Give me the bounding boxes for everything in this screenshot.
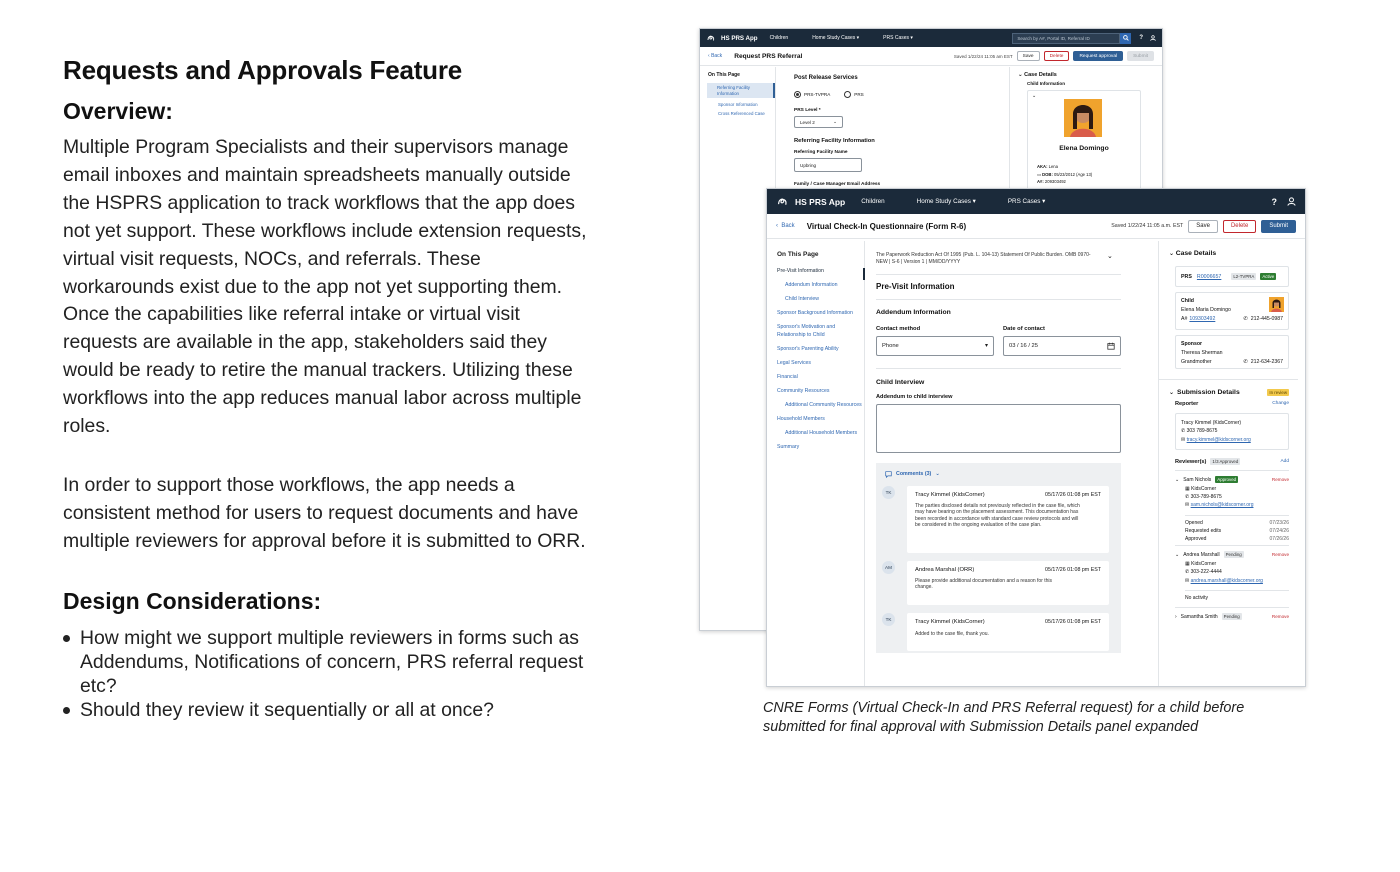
comment-card bbox=[907, 486, 1109, 553]
chevron-down-icon: ▾ bbox=[984, 343, 988, 350]
contact-method-field bbox=[876, 326, 1003, 356]
saved-timestamp: Saved 1/22/24 11:05 a.m. EST bbox=[1111, 223, 1184, 229]
comment-header bbox=[915, 567, 1101, 573]
reporter-name: Tracy Kimmel (KidsCorner) bbox=[1181, 420, 1242, 426]
app-brand[interactable] bbox=[706, 33, 758, 43]
org-row bbox=[1185, 560, 1289, 568]
reviewer-history bbox=[1185, 515, 1289, 544]
sponsor-name: Theresa Sherman bbox=[1181, 350, 1223, 356]
page-toolbar bbox=[700, 47, 1162, 66]
sidebar-item-pre-visit[interactable]: Pre-Visit Information bbox=[777, 268, 824, 274]
child-label: Child bbox=[1181, 298, 1194, 304]
history-label: Opened bbox=[1185, 519, 1203, 526]
comment-author: Tracy Kimmel (KidsCorner) bbox=[915, 491, 985, 498]
select-value: Level 2 bbox=[800, 119, 815, 125]
case-details-label: Case Details bbox=[1175, 250, 1217, 257]
dob-label: DOB: bbox=[1042, 171, 1053, 177]
section-heading: Pre-Visit Information bbox=[876, 281, 955, 291]
request-approval-button[interactable]: Request approval bbox=[1073, 51, 1123, 61]
facility-name-input[interactable]: Upbring bbox=[794, 158, 862, 172]
reviewer-header[interactable] bbox=[1175, 607, 1289, 620]
comment-text: Please provide additional documentation and a reason for this change. bbox=[915, 577, 1053, 591]
dob-value: 05/23/2012 (Age 13) bbox=[1054, 171, 1093, 177]
child-meta bbox=[1037, 163, 1092, 186]
child-phone: 212-445-0987 bbox=[1250, 316, 1283, 322]
app-header bbox=[700, 29, 1162, 47]
status-badge: Pending bbox=[1225, 552, 1242, 558]
reporter-email-link[interactable]: tracy.kimmel@kidscorner.org bbox=[1186, 436, 1251, 443]
radio-prs[interactable] bbox=[844, 91, 851, 98]
section-title: Post Release Services bbox=[794, 75, 858, 81]
reviewer-details bbox=[1175, 560, 1289, 585]
case-details-panel bbox=[1158, 241, 1298, 686]
nav-home-study-cases[interactable]: Home Study Cases ▾ bbox=[916, 198, 976, 205]
radio-dot-icon bbox=[796, 93, 799, 96]
sidebar-item-sponsor-background[interactable]: Sponsor Background Information bbox=[777, 310, 853, 316]
sidebar-item-addendum[interactable]: Addendum Information bbox=[785, 282, 838, 288]
nav-prs-cases[interactable]: PRS Cases ▾ bbox=[883, 35, 913, 41]
reviewer-email-link[interactable]: sam.nichols@kidscorner.org bbox=[1190, 502, 1254, 509]
calendar-icon: ▭ bbox=[1037, 171, 1041, 177]
comments-toggle[interactable] bbox=[882, 471, 1115, 478]
sidebar-item-sponsor[interactable]: Sponsor Information bbox=[718, 102, 758, 107]
aka-value: Lena bbox=[1048, 164, 1058, 169]
chevron-down-icon: ⌄ bbox=[1107, 253, 1113, 260]
sidebar-item-household-members[interactable]: Household Members bbox=[777, 415, 825, 422]
date-value: 03 / 16 / 25 bbox=[1009, 342, 1039, 349]
help-icon[interactable]: ? bbox=[1271, 196, 1277, 207]
chevron-down-icon: ⌄ bbox=[935, 471, 940, 478]
comment-time: 05/17/26 01:08 pm EST bbox=[1045, 618, 1101, 625]
anum-label: A# bbox=[1181, 316, 1188, 322]
avatar: AM bbox=[882, 561, 895, 574]
nav-label: Home Study Cases bbox=[812, 35, 856, 41]
help-icon[interactable]: ? bbox=[1139, 35, 1143, 41]
date-of-contact-input[interactable] bbox=[1003, 336, 1121, 356]
search-input[interactable]: Search by A#, Portal ID, Referral ID bbox=[1012, 33, 1120, 44]
child-contact-row bbox=[1181, 316, 1283, 322]
submit-button[interactable]: Submit bbox=[1261, 220, 1296, 233]
overview-column bbox=[63, 54, 588, 722]
contact-row bbox=[876, 326, 1121, 356]
comment-thread-item bbox=[882, 561, 1115, 605]
add-reviewer-link[interactable]: Add bbox=[1280, 459, 1289, 464]
save-button[interactable]: Save bbox=[1017, 51, 1040, 61]
virtual-check-in-screenshot bbox=[766, 188, 1306, 687]
save-button[interactable]: Save bbox=[1188, 220, 1218, 233]
facility-heading: Referring Facility Information bbox=[794, 138, 875, 144]
list-item: How might we support multiple reviewers in forms such as Addendums, Notifications of concern, PRS referral request etc? bbox=[63, 626, 588, 698]
nav-children[interactable]: Children bbox=[861, 198, 885, 205]
anum-row bbox=[1037, 178, 1092, 186]
email-row bbox=[1185, 501, 1289, 509]
status-badge: Approved bbox=[1217, 477, 1237, 482]
prs-type-radio-group bbox=[794, 91, 994, 98]
reviewer-header[interactable] bbox=[1175, 545, 1289, 558]
nav-label: Home Study Cases bbox=[916, 198, 971, 205]
reviewer-list bbox=[1175, 470, 1289, 620]
child-card bbox=[1027, 90, 1141, 190]
back-link[interactable]: ‹ Back bbox=[708, 53, 723, 59]
case-details-heading[interactable] bbox=[1018, 72, 1156, 78]
mail-icon: ✉ bbox=[1185, 502, 1190, 509]
reviewer-email-link[interactable]: andrea.marshall@kidscorner.org bbox=[1190, 577, 1263, 584]
history-row bbox=[1185, 535, 1289, 543]
child-info-heading: Child Information bbox=[1027, 81, 1066, 86]
phone-row bbox=[1185, 493, 1289, 501]
phone-icon: ✆ bbox=[1185, 494, 1190, 501]
comment-thread-item bbox=[882, 613, 1115, 651]
reviewer-org: KidsCorner bbox=[1191, 486, 1217, 492]
field-label: PRS Level * bbox=[794, 108, 821, 113]
on-this-page-nav bbox=[700, 67, 776, 630]
phone-icon: ✆ bbox=[1181, 428, 1186, 435]
change-reporter-link[interactable]: Change bbox=[1272, 401, 1289, 406]
remove-reviewer-link[interactable]: Remove bbox=[1271, 477, 1289, 482]
list-item: Should they review it sequentially or all at once? bbox=[63, 698, 588, 722]
submission-details-label: Submission Details bbox=[1177, 389, 1240, 396]
app-brand[interactable] bbox=[776, 195, 845, 208]
anum-value: 209303492 bbox=[1044, 179, 1066, 184]
app-logo-icon bbox=[706, 33, 716, 43]
comment-header bbox=[915, 492, 1101, 498]
app-header bbox=[767, 189, 1305, 214]
reviewer-phone: 303-789-8675 bbox=[1190, 494, 1222, 501]
radio-prs-tvpra[interactable] bbox=[794, 91, 801, 98]
history-label: Requested edits bbox=[1185, 527, 1222, 534]
sidebar-item-child-interview[interactable]: Child Interview bbox=[785, 296, 820, 302]
paperwork-text: The Paperwork Reduction Act Of 1995 (Pub. L. 104-13) Statement Of Public Burden. OMB 0970-NEW | S-6 | Version 1 | MM/DD/YYYY bbox=[876, 252, 1091, 265]
form-title: Request PRS Referral bbox=[734, 52, 803, 60]
radio-label: PRS bbox=[854, 92, 864, 97]
anum-label: A#: bbox=[1037, 179, 1044, 184]
reviewer-name: Sam Nichols bbox=[1183, 476, 1212, 483]
design-considerations-list bbox=[63, 626, 588, 722]
submit-button[interactable]: Submit bbox=[1127, 51, 1154, 61]
field-label: Referring Facility Name bbox=[794, 150, 848, 155]
comments-section bbox=[876, 463, 1121, 653]
header-tools bbox=[1012, 33, 1156, 44]
search-icon bbox=[1123, 35, 1129, 41]
remove-reviewer-link[interactable]: Remove bbox=[1271, 614, 1289, 620]
field-label: Addendum to child interview bbox=[876, 393, 953, 400]
avatar bbox=[1269, 297, 1284, 312]
aka-row bbox=[1037, 163, 1092, 171]
submission-details-heading[interactable] bbox=[1159, 380, 1298, 396]
reviewer-phone: 303-222-4444 bbox=[1190, 569, 1222, 576]
form-body bbox=[794, 75, 994, 187]
date-of-contact-field bbox=[1003, 326, 1121, 356]
sidebar-item-additional-household[interactable]: Additional Household Members bbox=[785, 429, 858, 436]
active-indicator bbox=[863, 268, 865, 280]
status-badge: In review bbox=[1269, 390, 1287, 395]
prs-id-link[interactable]: R0006657 bbox=[1196, 273, 1222, 280]
reporter-label: Reporter bbox=[1175, 401, 1199, 407]
comment-author: Tracy Kimmel (KidsCorner) bbox=[915, 618, 985, 625]
sidebar-item-parenting-ability[interactable]: Sponsor's Parenting Ability bbox=[777, 345, 839, 352]
org-row bbox=[1185, 485, 1289, 493]
comment-thread-item bbox=[882, 486, 1115, 553]
form-body bbox=[876, 241, 1121, 653]
app-name: HS PRS App bbox=[721, 34, 758, 42]
history-row bbox=[1185, 519, 1289, 527]
back-label: Back bbox=[781, 223, 795, 229]
sponsor-relation: Grandmother bbox=[1181, 359, 1212, 365]
phone-icon: ✆ bbox=[1243, 316, 1248, 322]
child-anum-link[interactable]: 109303492 bbox=[1189, 316, 1216, 322]
case-details-label: Case Details bbox=[1024, 72, 1057, 78]
comment-icon bbox=[885, 471, 892, 478]
chevron-right-icon: › bbox=[1175, 613, 1177, 620]
delete-button[interactable]: Delete bbox=[1044, 51, 1070, 61]
figure-caption: CNRE Forms (Virtual Check-In and PRS Referral request) for a child before submitted for final approval with Submission Details panel expanded bbox=[763, 700, 1245, 735]
on-this-page-heading: On This Page bbox=[708, 72, 740, 78]
reviewer-history bbox=[1185, 590, 1289, 602]
addendum-child-textarea[interactable] bbox=[876, 404, 1121, 453]
prs-label: PRS bbox=[1181, 273, 1192, 280]
child-photo bbox=[1064, 99, 1102, 137]
sidebar-item-additional-community[interactable]: Additional Community Resources bbox=[785, 401, 862, 408]
sponsor-phone: 212-634-2367 bbox=[1250, 359, 1283, 365]
history-label: Approved bbox=[1185, 536, 1207, 543]
saved-timestamp: Saved 1/22/24 11:05 am EST bbox=[953, 53, 1013, 59]
comment-card bbox=[907, 613, 1109, 651]
radio-label: PRS-TVPRA bbox=[804, 92, 831, 97]
nav-label: PRS Cases bbox=[1007, 198, 1041, 205]
chevron-down-icon: ⌄ bbox=[1018, 72, 1025, 78]
header-tools bbox=[1272, 197, 1297, 207]
reviewers-row bbox=[1159, 450, 1298, 465]
sidebar-item-referring-facility[interactable]: Referring Facility Information bbox=[707, 83, 775, 98]
history-row bbox=[1185, 527, 1289, 535]
nav-children[interactable]: Children bbox=[769, 35, 789, 41]
child-name: Elena Maria Domingo bbox=[1181, 307, 1231, 313]
app-logo-icon bbox=[776, 195, 789, 208]
main-nav bbox=[845, 198, 1045, 205]
sidebar-item-cross-referenced[interactable]: Cross Referenced Case bbox=[718, 110, 765, 116]
nav-label: PRS Cases bbox=[883, 35, 910, 41]
status-badge: Pending bbox=[1223, 614, 1240, 620]
aka-label: AKA: bbox=[1037, 164, 1048, 169]
chevron-down-icon: ⌄ bbox=[1169, 251, 1176, 257]
phone-row bbox=[1185, 568, 1289, 576]
prs-card bbox=[1175, 266, 1289, 287]
overview-paragraph-2: In order to support those workflows, the app needs a consistent method for users to request documents and have multiple reviewers for approval before it is submitted to ORR. bbox=[63, 473, 586, 552]
prs-type-badge: L2-TVPRA bbox=[1233, 274, 1255, 279]
overview-paragraph-1: Multiple Program Specialists and their supervisors manage email inboxes and maintain spreadsheets manually outside the HSPRS application to track workflows that the app does not yet support. These workflows include extension requests, virtual visit requests, NOCs, and referrals. These workarounds exist due to the app not yet supporting them. Once the capabilities like referral intake or virtual visit requests are available in the app, stakeholders said they would be ready to retire the manual trackers. Utilizing these workflows into the app reduces manual labor across multiple roles. bbox=[63, 136, 587, 438]
reporter-phone: 303 789-8675 bbox=[1186, 428, 1218, 435]
building-icon: ▦ bbox=[1185, 486, 1190, 492]
reporter-phone-row bbox=[1181, 427, 1283, 435]
page-toolbar bbox=[767, 214, 1305, 239]
subsection-heading: Addendum Information bbox=[876, 308, 951, 316]
paperwork-notice[interactable] bbox=[876, 241, 1121, 266]
on-this-page-heading: On This Page bbox=[777, 251, 819, 258]
chevron-down-icon: ⌄ bbox=[1169, 390, 1175, 396]
search-button[interactable] bbox=[1120, 33, 1131, 44]
reporter-email-row bbox=[1181, 436, 1283, 444]
nav-home-study-cases[interactable]: Home Study Cases ▾ bbox=[812, 35, 860, 41]
sponsor-label: Sponsor bbox=[1181, 341, 1203, 347]
comment-text: Added to the case file, thank you. bbox=[915, 630, 989, 637]
back-link[interactable]: ‹ Back bbox=[776, 223, 795, 229]
child-card bbox=[1175, 292, 1289, 330]
sidebar-item-legal-services[interactable]: Legal Services bbox=[777, 359, 812, 366]
form-title: Virtual Check-In Questionnaire (Form R-6) bbox=[806, 221, 967, 231]
comment-time: 05/17/26 01:08 pm EST bbox=[1045, 566, 1101, 573]
overview-heading: Overview: bbox=[63, 98, 173, 124]
history-date: 07/26/26 bbox=[1269, 536, 1289, 543]
chevron-down-icon: ⌄ bbox=[1175, 476, 1180, 483]
prs-level-select[interactable] bbox=[794, 116, 843, 128]
subsection-heading: Child Interview bbox=[876, 378, 925, 386]
comments-label: Comments (3) bbox=[896, 471, 932, 478]
sponsor-card bbox=[1175, 335, 1289, 369]
child-name: Elena Domingo bbox=[1059, 145, 1109, 152]
history-date: 07/24/26 bbox=[1269, 527, 1289, 534]
comment-author: Andrea Marshal (ORR) bbox=[915, 566, 975, 573]
select-value: Phone bbox=[882, 342, 899, 349]
email-row bbox=[1185, 577, 1289, 585]
dob-row bbox=[1037, 171, 1092, 179]
sidebar-item-sponsor-motivation[interactable]: Sponsor's Motivation and Relationship to Child bbox=[777, 324, 836, 338]
reviewer-name: Samantha Smith bbox=[1180, 613, 1218, 620]
back-label: Back bbox=[711, 53, 723, 59]
sidebar-item-financial[interactable]: Financial bbox=[777, 373, 798, 380]
contact-method-select[interactable] bbox=[876, 336, 994, 356]
phone-icon: ✆ bbox=[1185, 569, 1190, 576]
remove-reviewer-link[interactable]: Remove bbox=[1271, 552, 1289, 558]
app-name: HS PRS App bbox=[795, 196, 846, 207]
status-badge: Active bbox=[1262, 274, 1275, 279]
reviewer-name: Andrea Marshall bbox=[1183, 551, 1220, 558]
sidebar-item-summary[interactable]: Summary bbox=[777, 443, 800, 450]
chevron-down-icon[interactable]: ⌄ bbox=[1032, 93, 1037, 99]
reviewer-details bbox=[1175, 485, 1289, 510]
reporter-row bbox=[1159, 396, 1298, 407]
comment-text: The parties disclosed details not previously reflected in the case file, which may have bearing on the placement assessment. This documentation has been recorded in accordance with standard case review protocols and will be considered in the ongoing evaluation of the case plan. bbox=[915, 502, 1080, 529]
calendar-icon[interactable] bbox=[1107, 342, 1115, 350]
reviewers-count-badge: 1/3 Approved bbox=[1212, 459, 1239, 464]
user-icon[interactable] bbox=[1287, 197, 1296, 206]
nav-prs-cases[interactable]: PRS Cases ▾ bbox=[1007, 198, 1046, 205]
field-label: Date of contact bbox=[1003, 325, 1045, 332]
phone-icon: ✆ bbox=[1243, 359, 1248, 365]
reviewer-org: KidsCorner bbox=[1191, 561, 1217, 568]
building-icon: ▦ bbox=[1185, 561, 1190, 568]
user-icon[interactable] bbox=[1150, 35, 1156, 41]
page-title: Requests and Approvals Feature bbox=[63, 55, 463, 85]
avatar: TK bbox=[882, 613, 895, 626]
on-this-page-nav bbox=[767, 241, 865, 686]
reviewers-label: Reviewer(s) bbox=[1175, 458, 1207, 465]
comment-card bbox=[907, 561, 1109, 605]
field-label: Family / Case Manager Email Address bbox=[794, 182, 881, 187]
sponsor-contact-row bbox=[1181, 359, 1283, 365]
comment-time: 05/17/26 01:08 pm EST bbox=[1045, 491, 1101, 498]
field-label: Contact method bbox=[876, 325, 921, 332]
sidebar-item-community-resources[interactable]: Community Resources bbox=[777, 387, 830, 394]
reviewer-header[interactable] bbox=[1175, 471, 1289, 483]
mail-icon: ✉ bbox=[1185, 577, 1190, 584]
case-details-heading[interactable] bbox=[1159, 241, 1298, 257]
main-nav bbox=[758, 35, 913, 41]
mail-icon: ✉ bbox=[1181, 436, 1186, 443]
chevron-down-icon: ⌄ bbox=[1175, 551, 1180, 558]
avatar: TK bbox=[882, 486, 895, 499]
comment-header bbox=[915, 619, 1101, 625]
design-considerations-heading: Design Considerations: bbox=[63, 587, 322, 614]
no-activity: No activity bbox=[1185, 594, 1209, 601]
reporter-card bbox=[1175, 413, 1289, 450]
delete-button[interactable]: Delete bbox=[1223, 220, 1256, 233]
chevron-down-icon: ⌄ bbox=[833, 119, 837, 124]
history-date: 07/23/26 bbox=[1269, 519, 1289, 526]
